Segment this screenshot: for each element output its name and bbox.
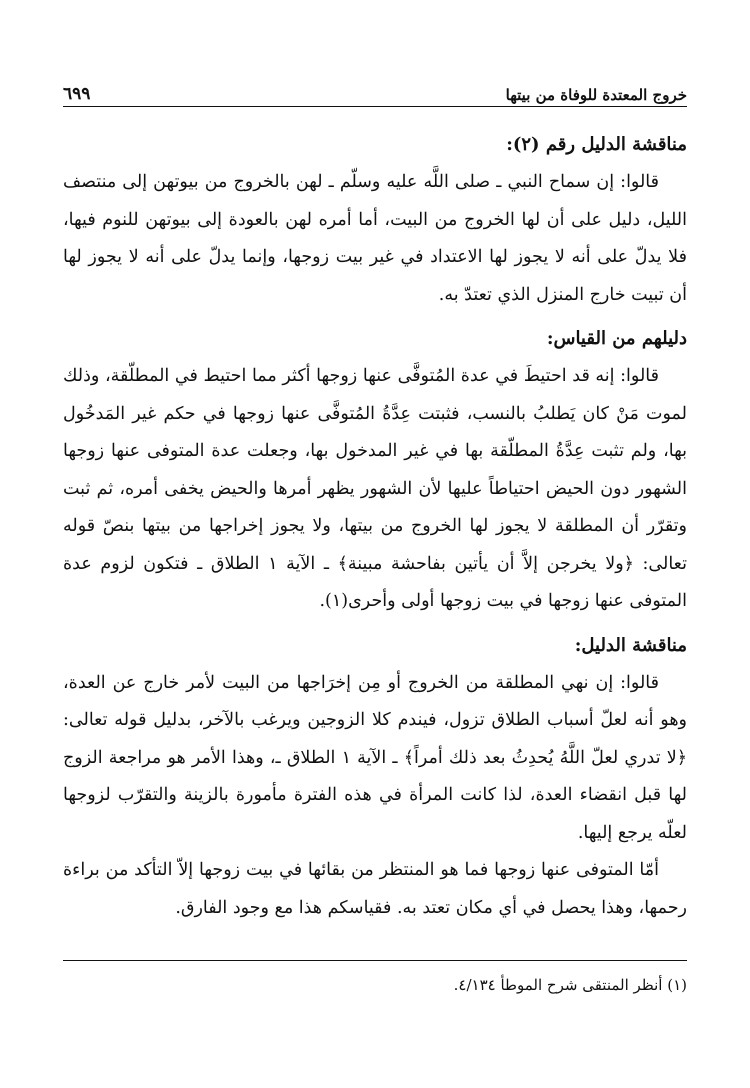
section-heading: مناقشة الدليل رقم (٢): (506, 134, 687, 155)
section-heading: مناقشة الدليل: (574, 634, 687, 656)
paragraph: أمّا المتوفى عنها زوجها فما هو المنتظر من بقائها في بيت زوجها إلاّ التأكد من براءة رحمها، وهذا يحصل في أي مكان تعتد به. فقياسكم هذا مع وجود الفارق. (63, 860, 687, 918)
running-title: خروج المعتدة للوفاة من بيتها (505, 86, 687, 104)
page-body (63, 126, 687, 927)
section-heading: دليلهم من القياس: (546, 328, 687, 349)
paragraph: قالوا: إن نهي المطلقة من الخروج أو مِن إخرَاجها من البيت لأمر خارج عن العدة، وهو أنه لعلّ أسباب الطلاق تزول، فيندم كلا الزوجين ويرغب بالآخر، بدليل قوله تعالى: ﴿لا تدري لعلّ اللَّهُ يُحدِثُ بعد ذلك أمراً﴾ ـ الآية ١ الطلاق ـ، وهذا الأمر هو مراجعة الزوج لها قبل انقضاء العدة، لذا كانت المرأة في هذه الفترة مأمورة بالزينة والتقرّب لزوجها لعلّه يرجع إليها. (63, 672, 687, 843)
footnote: (١) أنظر المنتقى شرح الموطأ ٤/١٣٤. (453, 976, 687, 994)
page-number: ٦٩٩ (63, 84, 91, 104)
page-header (63, 78, 687, 104)
footnote-divider (63, 960, 687, 961)
paragraph: قالوا: إن سماح النبي ـ صلى اللَّه عليه وسلّم ـ لهن بالخروج من بيوتهن إلى منتصف الليل، دليل على أن لها الخروج من البيت، أما أمره لهن بالعودة إلى بيوتهن للنوم فيها، فلا يدلّ على أنه لا يجوز لها الاعتداد في غير بيت زوجها، وإنما يدلّ على أنه لا يجوز لها أن تبيت خارج المنزل الذي تعتدّ به. (63, 172, 687, 305)
paragraph: قالوا: إنه قد احتيطَ في عدة المُتوفَّى عنها زوجها أكثر مما احتيط في المطلّقة، وذلك لموت مَنْ كان يَطلبُ بالنسب، فثبتت عِدَّةُ المُتوفَّى عنها زوجها في حكم غير المَدخُول بها، ولم تثبت عِدَّةُ المطلّقة بها في غير المدخول بها، وجعلت عدة المتوفى عنها زوجها الشهور دون الحيض احتياطاً عليها لأن الشهور يظهر أمرها والحيض يخفى أمره، ثم ثبت وتقرّر أن المطلقة لا يجوز لها الخروج من بيتها، ولا يجوز إخراجها من بيتها بنصّ قوله تعالى: ﴿ولا يخرجن إلاَّ أن يأتين بفاحشة مبينة﴾ ـ الآية ١ الطلاق ـ فتكون لزوم عدة المتوفى عنها زوجها في بيت زوجها أولى وأحرى(١). (63, 366, 687, 611)
header-divider (63, 106, 687, 107)
